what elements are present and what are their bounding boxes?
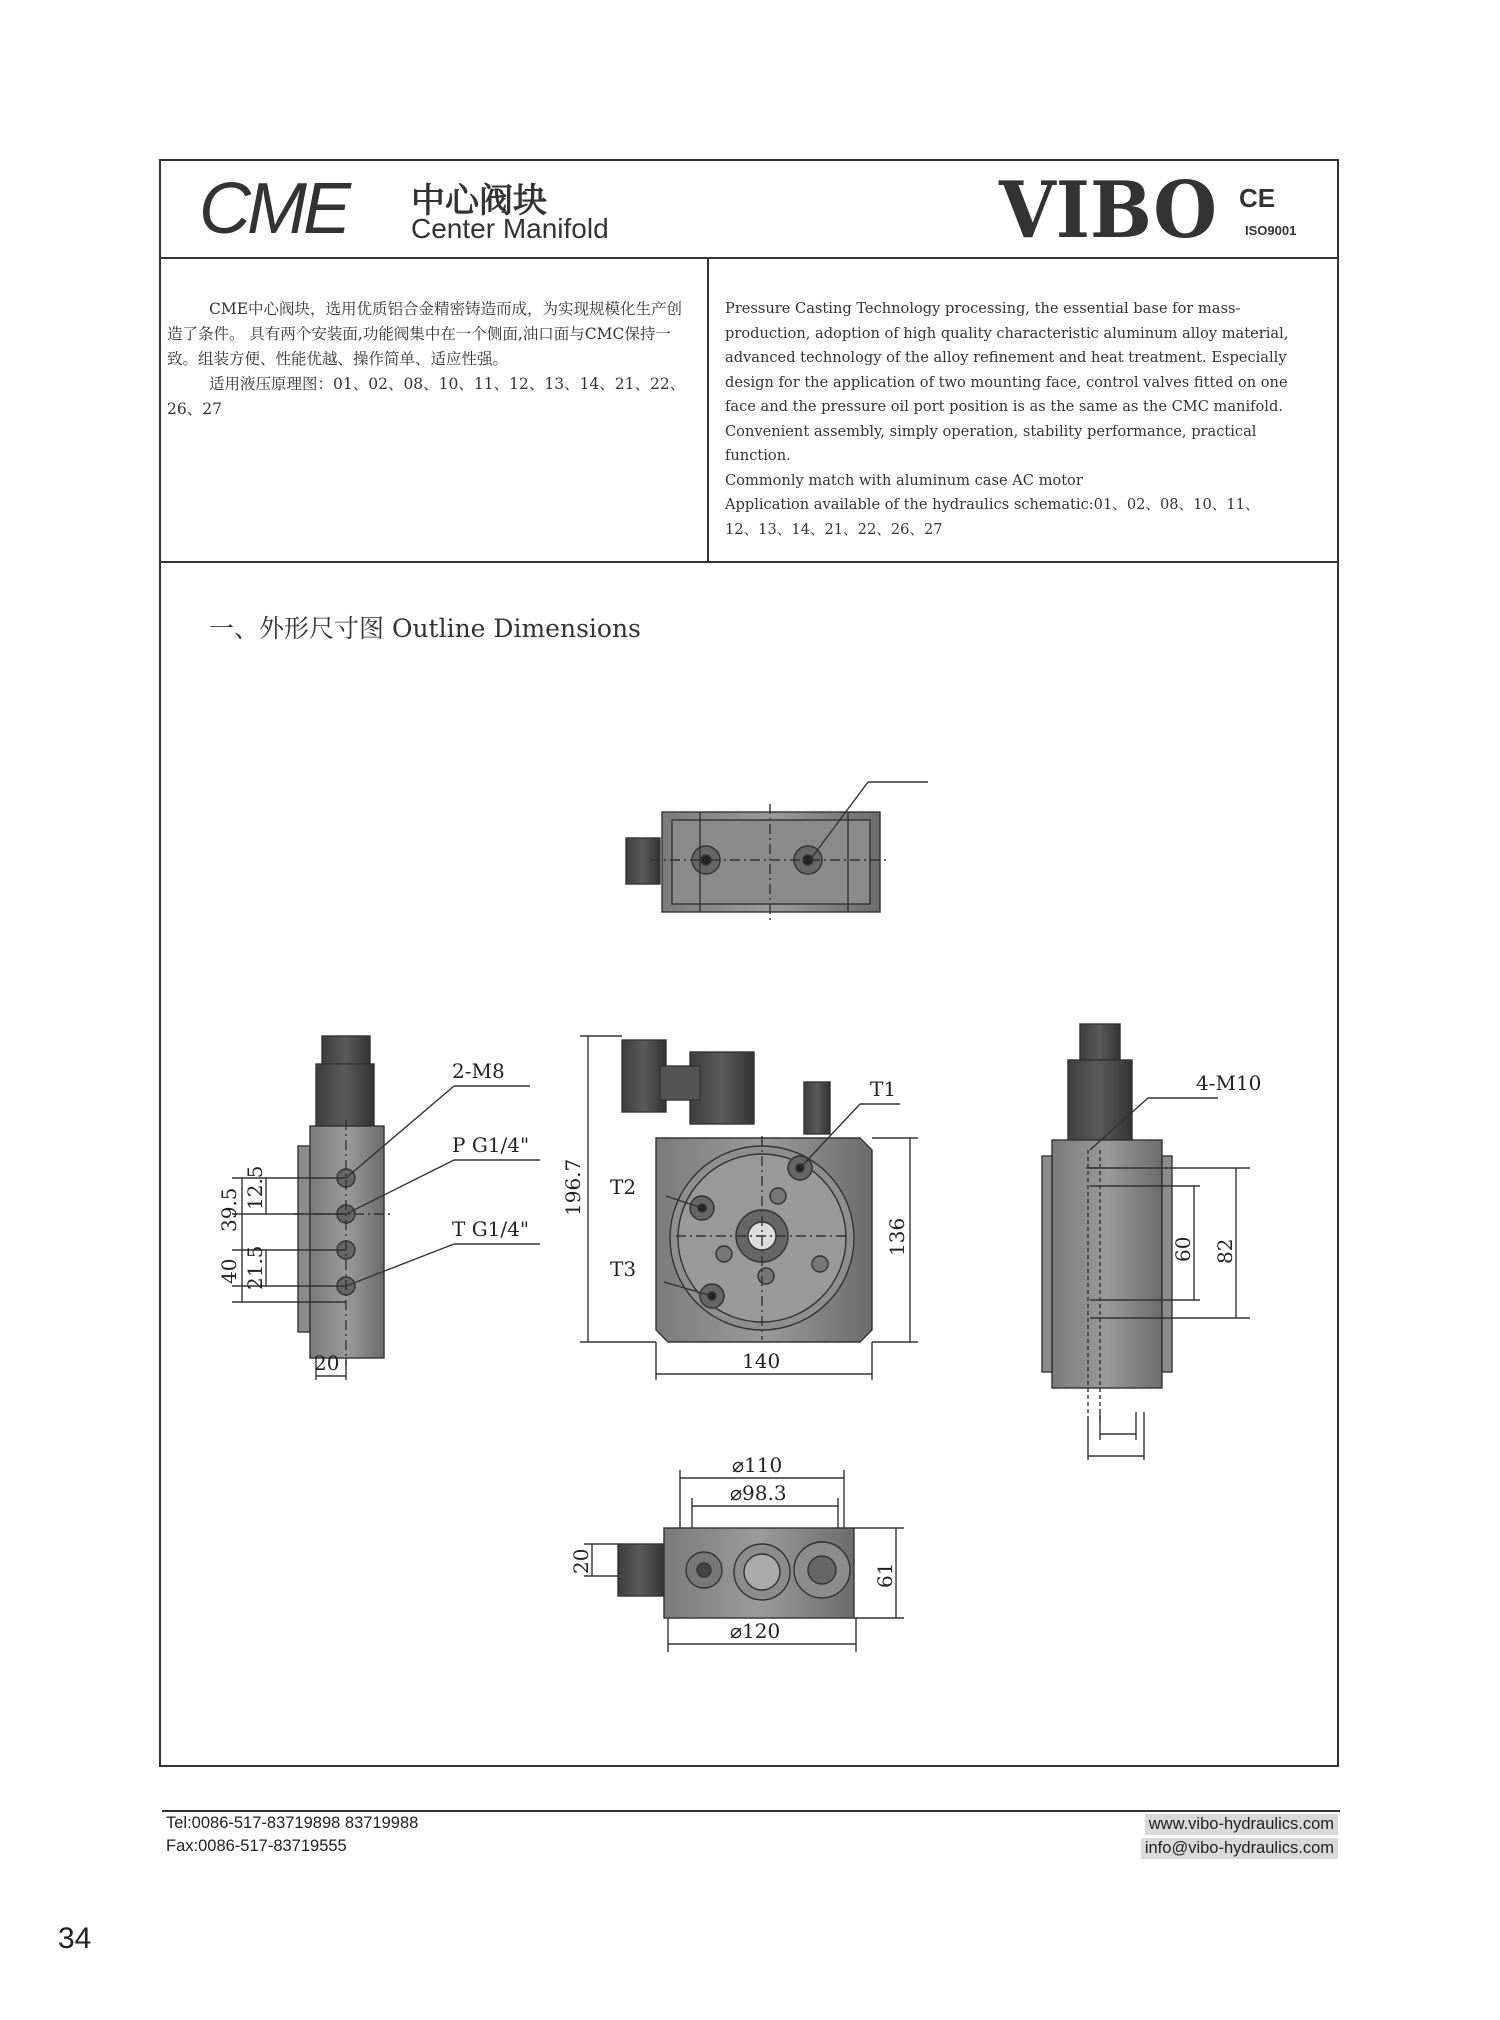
- footer-fax: Fax:0086-517-83719555: [166, 1837, 347, 1855]
- dim-82: 82: [1213, 1238, 1237, 1264]
- dim-20-side: 20: [314, 1351, 340, 1375]
- footer-tel: Tel:0086-517-83719898 83719988: [166, 1814, 419, 1832]
- dim-39-5: 39.5: [217, 1187, 241, 1232]
- dim-61: 61: [873, 1562, 897, 1588]
- dim-12-5: 12.5: [243, 1165, 267, 1210]
- dim-60: 60: [1171, 1236, 1195, 1262]
- brand-logo-text: VIBO: [998, 177, 1217, 243]
- en-line: Application available of the hydraulics schematic:01、02、08、10、11、: [725, 496, 1260, 513]
- page-number: 34: [58, 1922, 92, 1955]
- dim-196-7: 196.7: [561, 1158, 585, 1216]
- dim-140: 140: [742, 1349, 781, 1373]
- footer-website[interactable]: www.vibo-hydraulics.com: [1145, 1814, 1338, 1835]
- title-chinese: 中心阀块: [411, 181, 547, 221]
- dim-dia-110: ⌀110: [732, 1453, 783, 1477]
- dim-dia-98-3: ⌀98.3: [730, 1481, 787, 1505]
- en-line: Pressure Casting Technology processing, the essential base for mass-: [725, 300, 1241, 317]
- en-line: face and the pressure oil port position is as the same as the CMC manifold.: [725, 398, 1283, 415]
- label-t2: T2: [610, 1175, 637, 1199]
- dim-dia-120: ⌀120: [730, 1619, 781, 1643]
- label-t3: T3: [610, 1257, 637, 1281]
- model-code: CME: [199, 169, 347, 249]
- section-title: 一、外形尺寸图 Outline Dimensions: [209, 614, 641, 643]
- ce-mark: CE: [1239, 183, 1276, 213]
- top-view: [626, 782, 928, 920]
- dim-40: 40: [217, 1258, 241, 1284]
- cn-paragraph: CME中心阀块，选用优质铝合金精密铸造而成，为实现规模化生产创造了条件。 具有两个安装面,功能阀集中在一个侧面,油口面与CMC保持一致。组装方便、性能优越、操作简单、适应性强。: [167, 300, 683, 368]
- label-t-port: T G1/4": [452, 1217, 530, 1241]
- label-t1: T1: [870, 1077, 897, 1101]
- label-2-m8: 2-M8: [452, 1059, 505, 1083]
- en-line: advanced technology of the alloy refinement and heat treatment. Especially: [725, 349, 1287, 366]
- left-side-view: [232, 1036, 540, 1380]
- dim-21-5: 21.5: [243, 1245, 267, 1290]
- front-view: [580, 1036, 918, 1380]
- dim-136: 136: [885, 1217, 909, 1256]
- cn-schematic: 适用液压原理图：01、02、08、10、11、12、13、14、21、22、26、27: [167, 375, 686, 418]
- title-english: Center Manifold: [411, 213, 609, 244]
- dim-20-bottom: 20: [569, 1548, 593, 1574]
- label-p-port: P G1/4": [452, 1133, 530, 1157]
- en-line: Convenient assembly, simply operation, stability performance, practical function.: [725, 422, 1257, 464]
- en-line: production, adoption of high quality characteristic aluminum alloy material,: [725, 324, 1289, 342]
- label-4-m10: 4-M10: [1196, 1071, 1262, 1095]
- footer-email[interactable]: info@vibo-hydraulics.com: [1141, 1838, 1338, 1859]
- en-line: design for the application of two mounting face, control valves fitted on one: [725, 373, 1288, 391]
- iso-mark: ISO9001: [1245, 223, 1297, 238]
- en-line: 12、13、14、21、22、26、27: [725, 520, 943, 538]
- footer-rule: [162, 1810, 1340, 1812]
- en-line: Commonly match with aluminum case AC motor: [725, 471, 1083, 489]
